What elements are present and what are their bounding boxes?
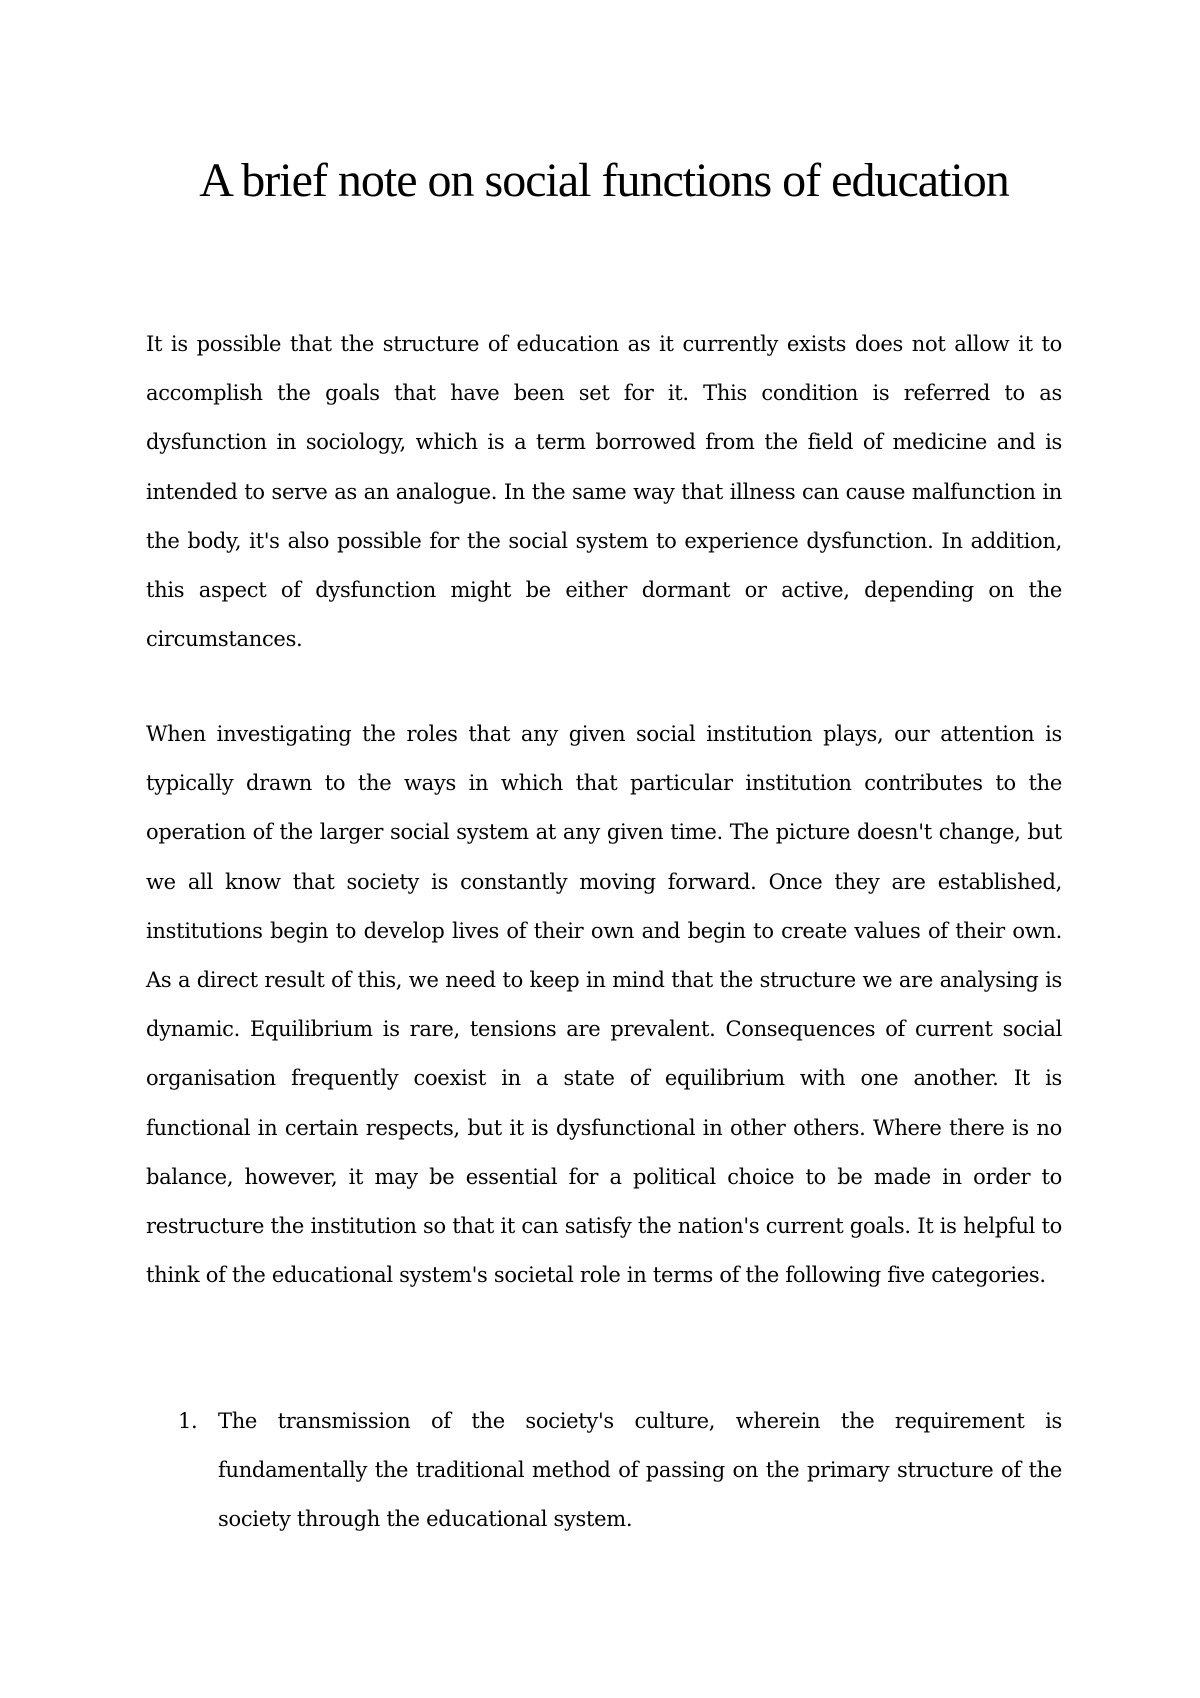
- paragraph-institution-roles: When investigating the roles that any given social institution plays, our attention is typically drawn to the ways in which that particular institution contributes to the operation of the larger social system at any given time. The picture doesn't change, but we all know that society is constantly moving forward. Once they are established, institutions begin to develop lives of their own and begin to create values of their own. As a direct result of this, we need to keep in mind that the structure we are analysing is dynamic. Equilibrium is rare, tensions are prevalent. Consequences of current social organisation frequently coexist in a state of equilibrium with one another. It is functional in certain respects, but it is dysfunctional in other others. Where there is no balance, however, it may be essential for a political choice to be made in order to restructure the institution so that it can satisfy the nation's current goals. It is helpful to think of the educational system's societal role in terms of the following five categories.: [146, 722, 1062, 1288]
- list-item-text: The transmission of the society's culture, wherein the requirement is fundamentally the traditional method of passing on the primary structure of the society through the educational system.: [218, 1409, 1062, 1532]
- document-title: A brief note on social functions of education: [199, 154, 1009, 207]
- functions-list: [146, 1397, 1062, 1545]
- paragraph-dysfunction: It is possible that the structure of education as it currently exists does not allow it to accomplish the goals that have been set for it. This condition is referred to as dysfunction in sociology, which is a term borrowed from the field of medicine and is intended to serve as an analogue. In the same way that illness can cause malfunction in the body, it's also possible for the social system to experience dysfunction. In addition, this aspect of dysfunction might be either dormant or active, depending on the circumstances.: [146, 332, 1062, 652]
- list-item: [146, 1397, 1062, 1545]
- list-item-number: 1.: [178, 1409, 198, 1433]
